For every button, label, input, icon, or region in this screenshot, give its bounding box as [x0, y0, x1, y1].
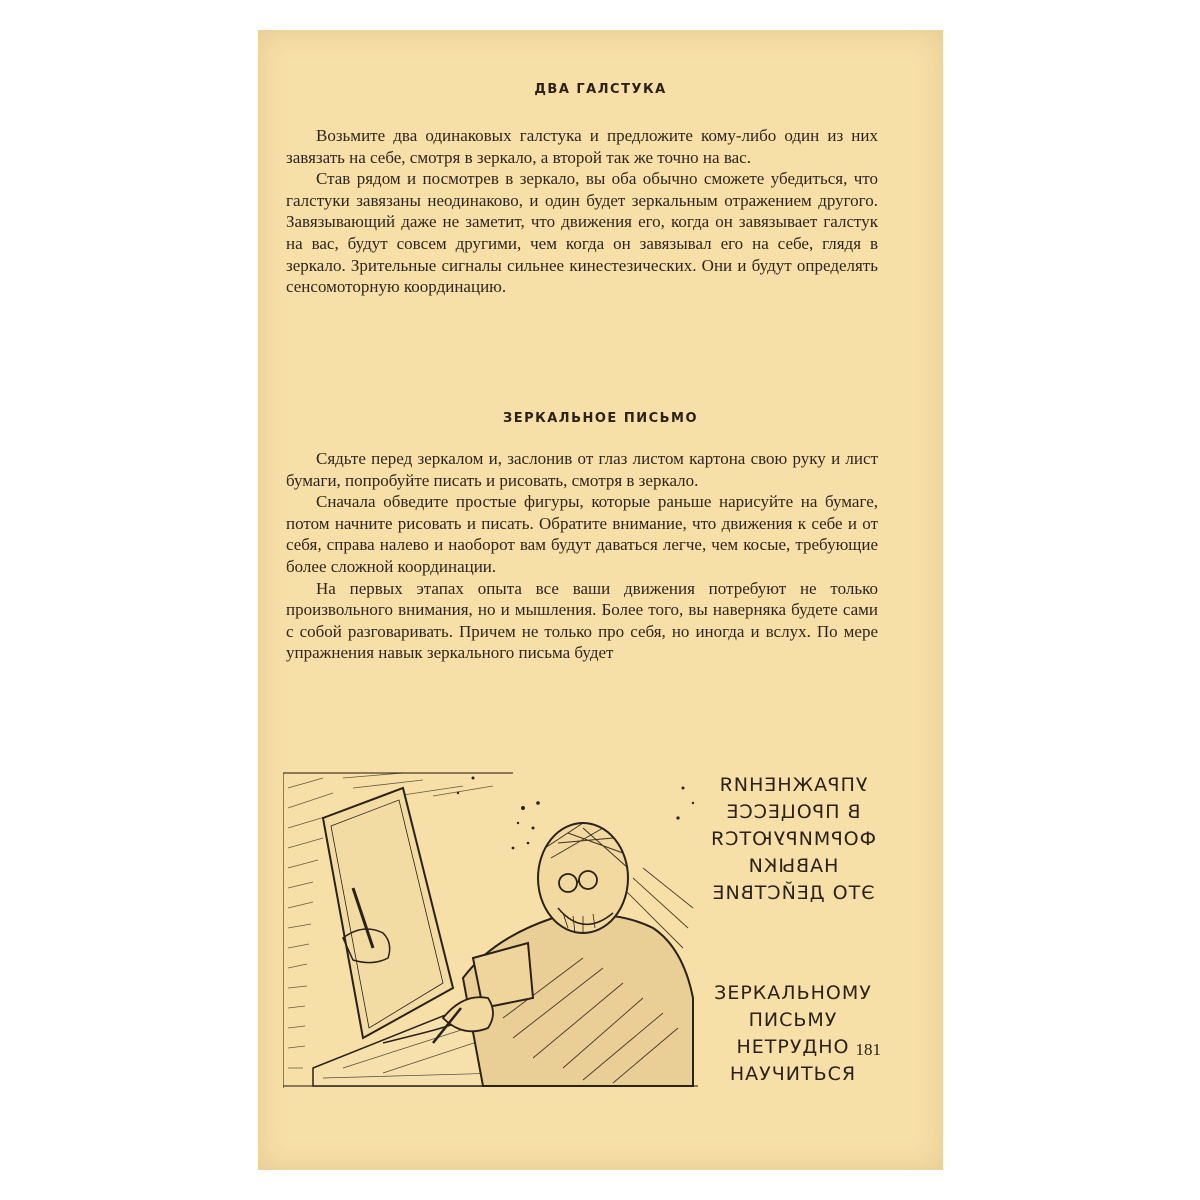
mirrored-line: ФОРМИРУЮТСЯ [710, 828, 876, 850]
paragraph: Возьмите два одинаковых галстука и предложите кому-либо один из них завязать на себе, смотря в зеркало, а второй так же точно на вас. [286, 126, 878, 167]
caption-line: ЗЕРКАЛЬНОМУ [714, 982, 872, 1004]
mirrored-line: ЭТО ДЕЙСТВИЕ [711, 882, 875, 904]
caption-line: НАУЧИТЬСЯ [729, 1063, 857, 1085]
book-page [258, 30, 943, 1170]
illustration-caption [698, 980, 888, 1088]
section-title-two-ties: ДВА ГАЛСТУКА [534, 82, 667, 97]
paragraph: Сядьте перед зеркалом и, заслонив от глаз листом картона свою руку и лист бумаги, попробуйте писать и рисовать, смотря в зеркало. [286, 449, 878, 490]
mirrored-line: НАВЫКИ [747, 855, 839, 877]
paragraph: Став рядом и посмотрев в зеркало, вы оба обычно сможете убедиться, что галстуки завязаны неодинаково, и один будет зеркальным отражением другого. Завязывающий даже не заметит, что движения его, когда он завязывает галстук на вас, будут совсем другими, чем когда он завязывал его на себе, глядя в зеркало. Зрительные сигналы сильнее кинестезических. Они и будут определять сенсомоторную координацию. [286, 169, 878, 297]
illustration-man-writing-mirror [283, 768, 703, 1088]
section-mirror-writing-body [286, 448, 878, 664]
section-title-mirror-writing: ЗЕРКАЛЬНОЕ ПИСЬМО [502, 411, 699, 426]
paragraph: Сначала обведите простые фигуры, которые раньше нарисуйте на бумаге, потом начните рисовать и писать. Обратите внимание, что движения к себе и от себя, справа налево и наоборот вам будут даваться легче, чем косые, требующие более сложной координации. [286, 492, 878, 576]
page-number: 181 [855, 1040, 881, 1059]
mirrored-line: УПРАЖНЕНИЯ [718, 774, 868, 796]
section-two-ties-body [286, 125, 878, 298]
caption-line: НЕТРУДНО [736, 1036, 850, 1058]
caption-line: ПИСЬМУ [748, 1009, 838, 1031]
paragraph: На первых этапах опыта все ваши движения потребуют не только произвольного внимания, но и мышления. Более того, вы наверняка будете сами с собой разговаривать. Причем не только про себя, но иногда и вслух. По мере упражнения навык зеркального письма будет [286, 578, 878, 663]
mirrored-line: В ПРОЦЕССЕ [725, 801, 861, 823]
mirrored-caption [698, 772, 888, 907]
